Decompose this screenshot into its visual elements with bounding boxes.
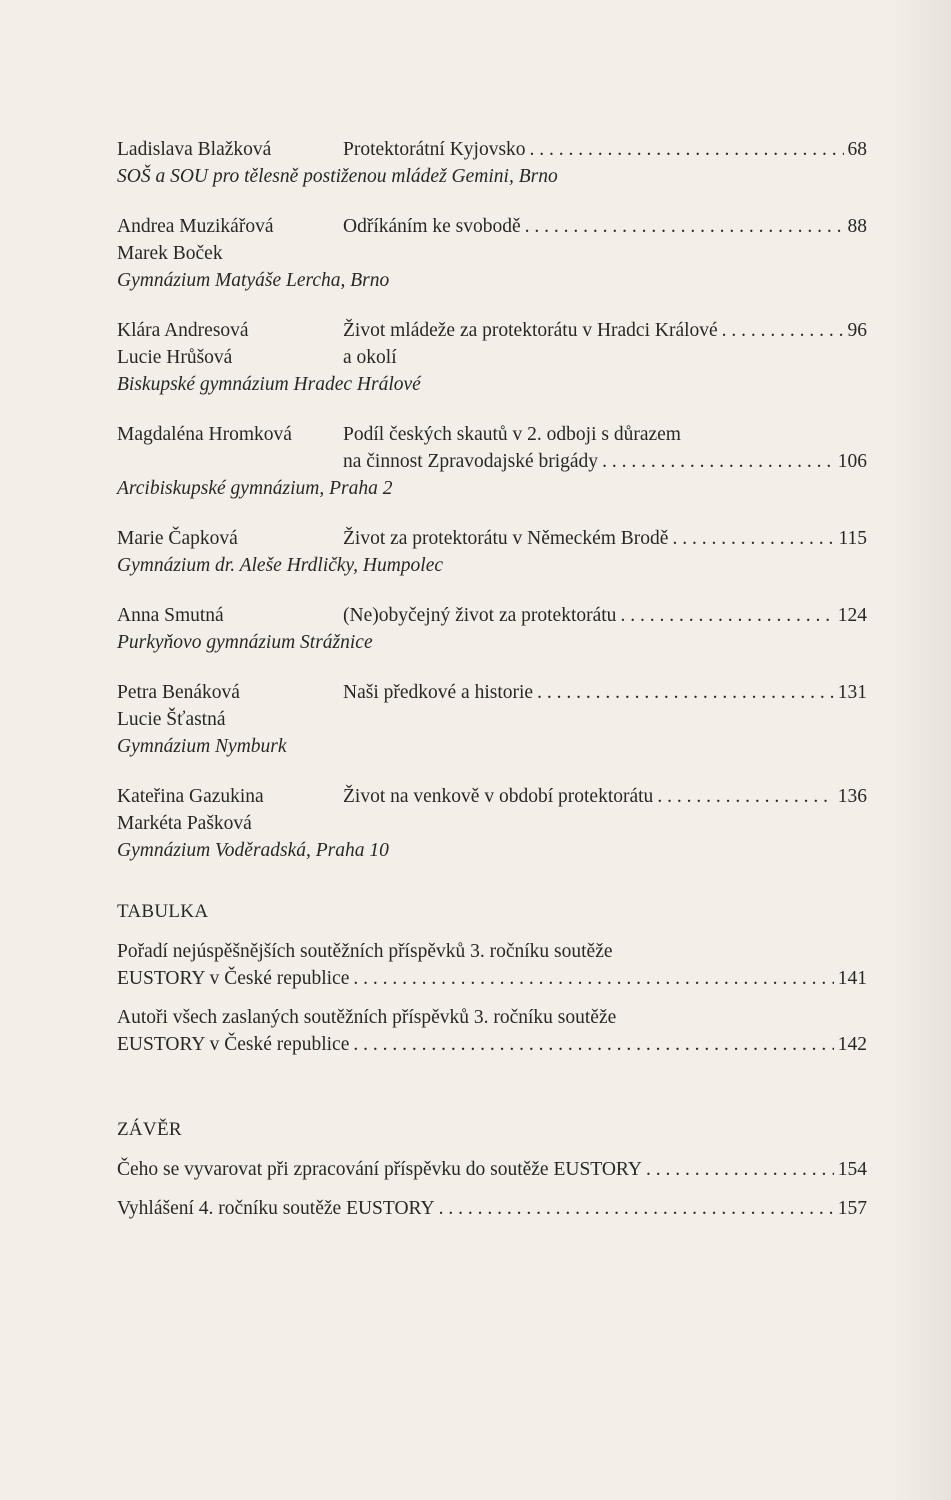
- author-name: Magdaléna Hromková: [117, 424, 292, 445]
- entry-title-continued: EUSTORY v České republice: [117, 968, 350, 989]
- page-number: 154: [837, 1159, 867, 1180]
- dot-leader: [353, 1031, 833, 1058]
- dot-leader: [530, 136, 844, 163]
- section-heading-zaver: ZÁVĚR: [117, 1119, 182, 1140]
- toc-entry: [117, 421, 867, 502]
- toc-entry: [117, 783, 867, 864]
- entry-title: Čeho se vyvarovat při zpracování příspěvku do soutěže EUSTORY: [117, 1159, 642, 1180]
- page-number: 106: [837, 451, 867, 472]
- toc-entry: [117, 602, 867, 656]
- table-of-contents: [117, 136, 867, 1234]
- page-number: 136: [837, 786, 867, 807]
- author-name: Petra Benáková: [117, 682, 240, 703]
- entry-title: Vyhlášení 4. ročníku soutěže EUSTORY: [117, 1198, 435, 1219]
- author-name: Anna Smutná: [117, 605, 224, 626]
- entry-title-continued: EUSTORY v České republice: [117, 1034, 350, 1055]
- entry-title: Život mládeže za protektorátu v Hradci Králové: [343, 320, 718, 341]
- author-name: Kateřina Gazukina: [117, 786, 264, 807]
- school-name: Purkyňovo gymnázium Strážnice: [117, 632, 373, 653]
- toc-entry: [117, 136, 867, 190]
- dot-leader: [439, 1195, 834, 1222]
- school-name: SOŠ a SOU pro tělesně postiženou mládež Gemini, Brno: [117, 166, 558, 187]
- toc-entry: [117, 679, 867, 760]
- dot-leader: [722, 317, 844, 344]
- school-name: Gymnázium Nymburk: [117, 736, 287, 757]
- toc-entry: [117, 317, 867, 398]
- toc-entry: [117, 213, 867, 294]
- entry-title: (Ne)obyčejný život za protektorátu: [343, 605, 617, 626]
- author-name: Lucie Hrůšová: [117, 347, 233, 368]
- toc-entry: [117, 525, 867, 579]
- dot-leader: [525, 213, 844, 240]
- entry-title-continued: a okolí: [343, 347, 397, 368]
- page-number: 157: [837, 1198, 867, 1219]
- page-number: 142: [837, 1034, 867, 1055]
- dot-leader: [537, 679, 834, 706]
- toc-entry: [117, 1156, 867, 1183]
- entry-title: Naši předkové a historie: [343, 682, 534, 703]
- school-name: Gymnázium Matyáše Lercha, Brno: [117, 270, 390, 291]
- author-name: Marek Boček: [117, 243, 223, 264]
- author-name: Marie Čapková: [117, 528, 238, 549]
- dot-leader: [353, 965, 833, 992]
- entry-title: Odříkáním ke svobodě: [343, 216, 521, 237]
- toc-entry: [117, 1195, 867, 1222]
- school-name: Gymnázium dr. Aleše Hrdličky, Humpolec: [117, 555, 444, 576]
- school-name: Arcibiskupské gymnázium, Praha 2: [117, 478, 393, 499]
- dot-leader: [657, 783, 833, 810]
- entry-title: Život za protektorátu v Německém Brodě: [343, 528, 669, 549]
- page-number: 96: [847, 320, 867, 341]
- toc-entry: [117, 1004, 867, 1058]
- dot-leader: [620, 602, 833, 629]
- dot-leader: [672, 525, 834, 552]
- entry-title-continued: na činnost Zpravodajské brigády: [343, 451, 599, 472]
- school-name: Biskupské gymnázium Hradec Hrálové: [117, 374, 421, 395]
- entry-title: Život na venkově v období protektorátu: [343, 786, 654, 807]
- entry-title: Podíl českých skautů v 2. odboji s důrazem: [343, 424, 681, 445]
- dot-leader: [602, 448, 834, 475]
- toc-entry: [117, 938, 867, 992]
- author-name: Andrea Muzikářová: [117, 216, 274, 237]
- author-name: Ladislava Blažková: [117, 139, 272, 160]
- dot-leader: [646, 1156, 834, 1183]
- author-name: Klára Andresová: [117, 320, 249, 341]
- page-edge-shadow: [891, 0, 951, 1500]
- page-number: 115: [838, 528, 867, 549]
- section-heading-tabulka: TABULKA: [117, 901, 209, 922]
- page-number: 141: [837, 968, 867, 989]
- page-number: 131: [837, 682, 867, 703]
- author-name: Lucie Šťastná: [117, 709, 226, 730]
- page-number: 68: [847, 139, 867, 160]
- school-name: Gymnázium Voděradská, Praha 10: [117, 840, 389, 861]
- entry-title: Pořadí nejúspěšnějších soutěžních příspěvků 3. ročníku soutěže: [117, 941, 613, 962]
- page-number: 124: [837, 605, 867, 626]
- entry-title: Autoři všech zaslaných soutěžních příspěvků 3. ročníku soutěže: [117, 1007, 617, 1028]
- entry-title: Protektorátní Kyjovsko: [343, 139, 526, 160]
- author-name: Markéta Pašková: [117, 813, 252, 834]
- page-number: 88: [847, 216, 867, 237]
